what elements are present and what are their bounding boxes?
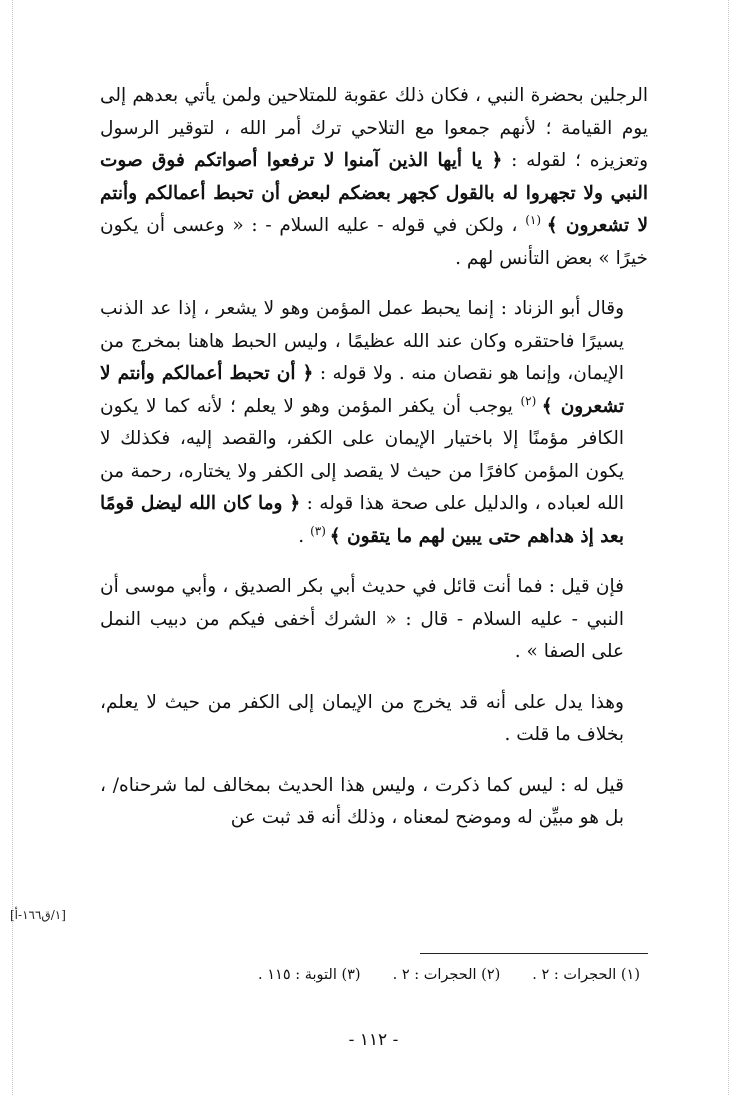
- scan-guide-line-right: [728, 0, 729, 1095]
- footnote-2: (٢) الحجرات : ٢ .: [392, 967, 501, 983]
- footnote-3: (٣) التوبة : ١١٥ .: [258, 967, 361, 983]
- text-run: فإن قيل : فما أنت قائل في حديث أبي بكر الصديق ، وأبي موسى أن النبي - عليه السلام - قال : « الشرك أخفى فيكم من دبيب النمل على الصفا » .: [100, 576, 624, 662]
- footnote-separator: [420, 953, 648, 954]
- body-text: [100, 80, 648, 835]
- text-run: الرجلين بحضرة النبي ، فكان ذلك عقوبة للمتلاحين ولمن يأتي بعدهم إلى يوم القيامة ؛ لأنهم جمعوا مع التلاحي ترك أمر الله ، لتوقير الرسول وتعزيزه ؛ لقوله :: [100, 85, 649, 171]
- quran-quote: ﴿ أن تحبط أعمالكم وأنتم لا تشعرون ﴾: [100, 363, 624, 417]
- quran-quote: ﴿ وما كان الله ليضل قومًا بعد إذ هداهم حتى يبين لهم ما يتقون ﴾: [100, 493, 624, 547]
- footnote-ref: (٣): [310, 523, 330, 538]
- paragraph: [100, 770, 648, 835]
- text-run: ، ولكن في قوله - عليه السلام - : « وعسى أن يكون خيرًا » بعض التأنس لهم .: [100, 215, 648, 269]
- text-run: .: [298, 525, 311, 547]
- paragraph: [100, 293, 648, 553]
- page-number: - ١١٢ -: [348, 1030, 399, 1050]
- text-run: وهذا يدل على أنه قد يخرج من الإيمان إلى الكفر من حيث لا يعلم، بخلاف ما قلت .: [100, 691, 624, 745]
- paragraph: [100, 687, 648, 752]
- footnote-1: (١) الحجرات : ٢ .: [532, 967, 640, 983]
- footnotes: [100, 967, 640, 983]
- footnote-ref: (١): [525, 212, 547, 227]
- scan-guide-line-left: [12, 0, 13, 1095]
- paragraph: [100, 571, 648, 669]
- manuscript-folio-marker: [١/ق١٦٦-أ]: [10, 908, 66, 922]
- text-run: قيل له : ليس كما ذكرت ، وليس هذا الحديث بمخالف لما شرحناه/ ، بل هو مبيِّن له وموضح لمعناه ، وذلك أنه قد ثبت عن: [100, 774, 624, 828]
- paragraph: [100, 80, 648, 275]
- text-run: يوجب أن يكفر المؤمن وهو لا يعلم ؛ لأنه كما لا يكون الكافر مؤمنًا إلا باختيار الإيمان على الكفر، والقصد إليه، فكذلك لا يكون المؤمن كافرًا من حيث لا يقصد إلى الكفر ولا يختاره، رحمة من الله لعباده ، والدليل على صحة هذا قوله :: [100, 395, 625, 514]
- text-run: وقال أبو الزناد : إنما يحبط عمل المؤمن وهو لا يشعر ، إذا عد الذنب يسيرًا فاحتقره وكان عند الله عظيمًا ، وليس الحبط هاهنا بمخرج من الإيمان، وإنما هو نقصان منه . ولا قوله :: [100, 298, 624, 384]
- quran-quote: ﴿ يا أيها الذين آمنوا لا ترفعوا أصواتكم فوق صوت النبي ولا تجهروا له بالقول كجهر بعضكم لبعض أن تحبط أعمالكم وأنتم لا تشعرون ﴾: [100, 150, 649, 236]
- footnote-ref: (٢): [520, 393, 542, 408]
